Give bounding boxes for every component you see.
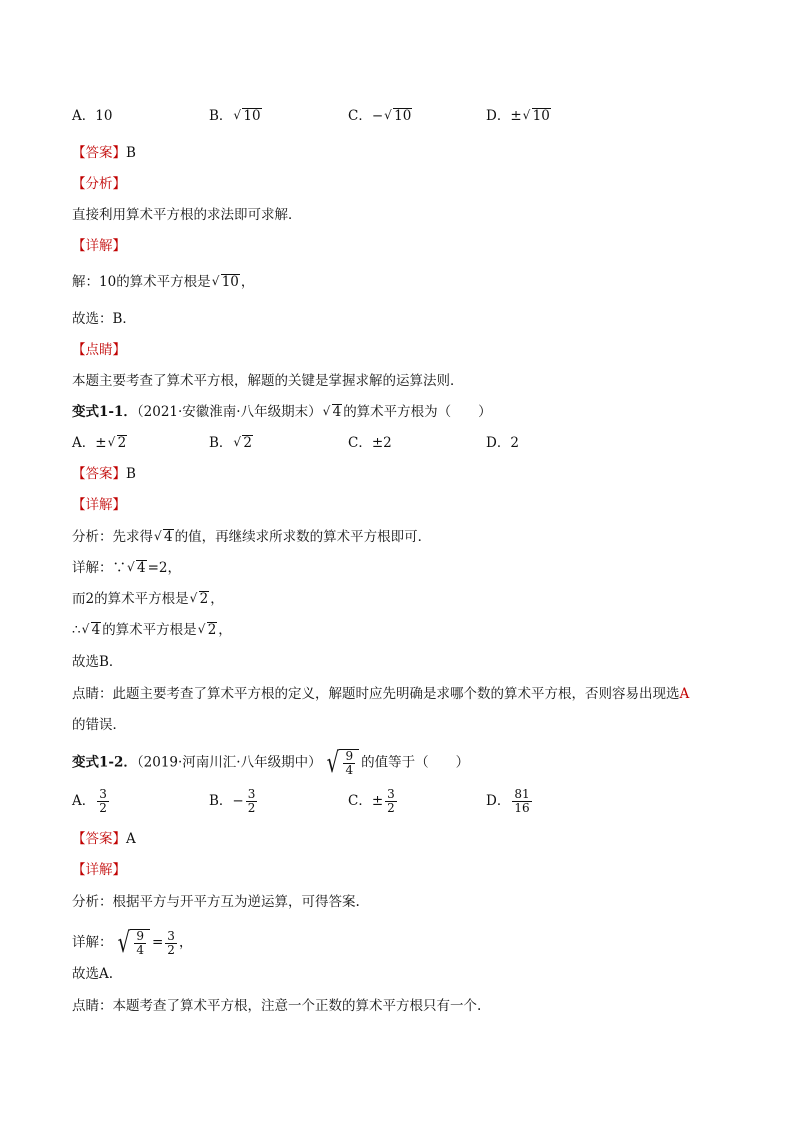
v12-choice: 故选A. bbox=[72, 966, 114, 982]
q1-option-b bbox=[209, 107, 263, 125]
v11-comment-line-1: 点睛：此题主要考查了算术平方根的定义，解题时应先明确是求哪个数的算术平方根，否则容易出现选A bbox=[72, 686, 690, 702]
v12-option-d: D． $\frac{81}{16}$ bbox=[486, 787, 530, 815]
option-label: D． bbox=[486, 108, 511, 124]
v12-option-a: A． $\frac{3}{2}$ bbox=[72, 787, 107, 815]
sqrt-expression: √ 10 bbox=[384, 108, 412, 124]
v11-detail-line-1: 详解：∵ √ 4 =2， bbox=[72, 560, 181, 576]
q1-comment-tag: 【点睛】 bbox=[72, 342, 126, 358]
q1-option-d: D．± √ 10 bbox=[486, 108, 550, 124]
sqrt-expression: √ 10 bbox=[522, 108, 550, 124]
option-value: 10 bbox=[95, 108, 113, 124]
q1-analysis-text: 直接利用算术平方根的求法即可求解． bbox=[72, 207, 302, 223]
sqrt-expression: √ 10 bbox=[211, 274, 239, 290]
v11-option-a: A．± √ 2 bbox=[72, 435, 127, 451]
q1-choice: 故选：B． bbox=[72, 311, 136, 327]
q1-comment-text: 本题主要考查了算术平方根，解题的关键是掌握求解的运算法则． bbox=[72, 373, 464, 389]
sqrt-expression: √ 4 bbox=[127, 560, 146, 576]
q1-detail-line: 解：10的算术平方根是 √ 10 ， bbox=[72, 274, 255, 290]
option-label: C． bbox=[348, 108, 372, 124]
v12-answer: 【答案】A bbox=[72, 831, 136, 847]
sqrt-expression: √ 10 bbox=[233, 108, 261, 124]
v12-comment: 点睛：本题考查了算术平方根，注意一个正数的算术平方根只有一个. bbox=[72, 998, 482, 1014]
v11-choice: 故选B． bbox=[72, 654, 123, 670]
sqrt-expression: √ 4 bbox=[322, 404, 342, 420]
sqrt-fraction-expression: √ $\frac{9}{4}$ bbox=[324, 748, 359, 778]
sqrt-expression: √ 4 bbox=[81, 622, 101, 638]
v12-option-c: C．± $\frac{3}{2}$ bbox=[348, 787, 395, 815]
v11-option-c: C．±2 bbox=[348, 435, 392, 451]
option-label: A． bbox=[72, 108, 96, 124]
v11-option-d: D．2 bbox=[486, 435, 519, 451]
v12-analysis-line: 分析：根据平方与开平方互为逆运算，可得答案. bbox=[72, 894, 360, 910]
sqrt-fraction-expression: √ $\frac{9}{4}$ bbox=[115, 928, 150, 958]
sqrt-expression: √ 2 bbox=[233, 435, 253, 451]
v11-detail-tag: 【详解】 bbox=[72, 497, 126, 513]
v12-option-b: B．− $\frac{3}{2}$ bbox=[209, 787, 256, 815]
v12-detail-line: 详解： √ $\frac{9}{4}$ = $\frac{3}{2}$ ， bbox=[72, 926, 193, 959]
q1-analysis-tag: 【分析】 bbox=[72, 176, 126, 192]
q1-answer: 【答案】B bbox=[72, 145, 136, 161]
v11-detail-line-2: 而2的算术平方根是 √ 2 ， bbox=[72, 591, 224, 607]
v11-analysis-line: 分析：先求得 √ 4 的值，再继续求所求数的算术平方根即可． bbox=[72, 529, 432, 545]
variant-1-2-question: 变式1-2．（2019·河南川汇·八年级期中） √ $\frac{9}{4}$ 的值等于（ ） bbox=[72, 746, 470, 779]
sqrt-expression: √ 2 bbox=[107, 435, 127, 451]
v11-comment-line-2: 的错误． bbox=[72, 717, 126, 733]
v11-option-b: B． √ 2 bbox=[209, 435, 253, 451]
q1-option-c: C．− √ 10 bbox=[348, 108, 412, 124]
v12-detail-tag: 【详解】 bbox=[72, 862, 126, 878]
variant-1-1-question: 变式1-1．（2021·安徽淮南·八年级期末） √ 4 的算术平方根为（ ） bbox=[72, 404, 492, 420]
option-label: B． bbox=[209, 108, 233, 124]
q1-detail-tag: 【详解】 bbox=[72, 238, 126, 254]
q1-option-a bbox=[72, 107, 112, 125]
sqrt-expression: √ 2 bbox=[197, 622, 217, 638]
v11-answer: 【答案】B bbox=[72, 466, 136, 482]
sqrt-expression: √ 2 bbox=[189, 591, 209, 607]
sqrt-expression: √ 4 bbox=[154, 529, 173, 545]
v11-detail-line-3: ∴ √ 4 的算术平方根是 √ 2 ， bbox=[72, 622, 232, 638]
